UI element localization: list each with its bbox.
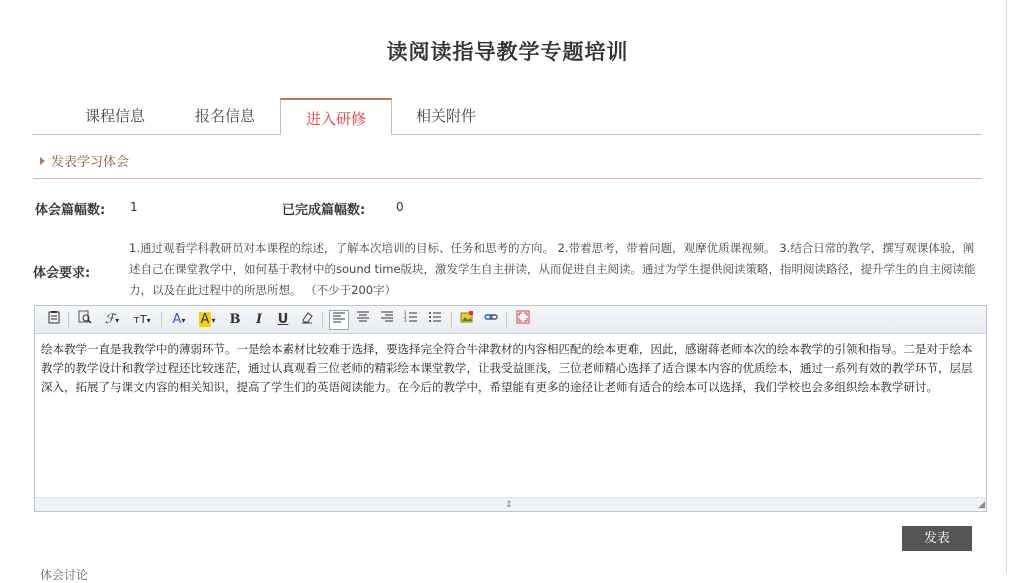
resize-grip-icon[interactable]: ⇕	[505, 500, 513, 510]
link-icon[interactable]	[481, 310, 501, 330]
ordered-list-icon[interactable]	[401, 310, 421, 330]
toolbar-separator	[161, 312, 162, 328]
svg-text:2: 2	[404, 314, 407, 319]
align-left-icon[interactable]	[329, 310, 349, 330]
svg-text:3: 3	[404, 318, 407, 323]
completed-count-label: 已完成篇幅数:	[282, 203, 366, 218]
tab-registration-info[interactable]: 报名信息	[194, 107, 255, 125]
toolbar-separator	[68, 312, 69, 328]
requirement-label: 体会要求:	[33, 266, 91, 281]
toolbar-separator	[451, 312, 452, 328]
font-size-icon[interactable]: тT▾	[133, 313, 151, 326]
editor-content[interactable]: 绘本教学一直是我教学中的薄弱环节。一是绘本素材比较难于选择，要选择完全符合牛津教材的内容相匹配的绘本更难，因此，感谢蒋老师本次的绘本教学的引领和指导。二是对于绘本教学的教学设计和教学过程还比较迷茫，通过认真观看三位老师的精彩绘本课堂教学，让我受益匪浅，三位老师精心选择了适合课本内容的优质绘本，通过一系列有效的教学环节，层层深入，拓展了与课文内容的相关知识，提高了学生们的英语阅读能力。在今后的教学中，希望能有更多的途径让老师有适合的绘本可以选择，我们学校也会多组织绘本教学研讨。	[41, 342, 973, 394]
tab-course-info[interactable]: 课程信息	[85, 107, 146, 125]
tab-enter-study[interactable]: 进入研修	[280, 98, 392, 135]
tab-attachments[interactable]: 相关附件	[415, 107, 476, 125]
rich-text-editor[interactable]	[34, 305, 987, 512]
section-header	[33, 148, 982, 179]
triangle-right-icon	[40, 157, 45, 165]
section-title[interactable]: 发表学习体会	[51, 155, 130, 170]
eraser-icon[interactable]	[297, 310, 317, 330]
source-icon[interactable]	[44, 310, 64, 330]
experience-count-label: 体会篇幅数:	[35, 203, 106, 218]
insert-image-icon[interactable]	[457, 310, 477, 330]
page-right-border	[1006, 0, 1007, 573]
underline-icon[interactable]: U	[277, 312, 289, 327]
editor-resize-bar[interactable]	[35, 497, 986, 511]
editor-toolbar	[35, 306, 986, 334]
fullscreen-icon[interactable]	[513, 310, 533, 330]
preview-icon[interactable]	[75, 310, 95, 330]
svg-text:1: 1	[404, 310, 407, 315]
tab-bar	[33, 98, 982, 135]
align-center-icon[interactable]	[353, 310, 373, 330]
resize-corner-icon[interactable]: ◢	[978, 500, 985, 510]
highlight-color-icon[interactable]: A ▾	[200, 312, 216, 327]
submit-button[interactable]: 发表	[902, 526, 972, 551]
toolbar-separator	[322, 312, 323, 328]
requirement-text: 1.通过观看学科教研员对本课程的综述，了解本次培训的目标、任务和思考的方向。 2.带着思考，带着问题，观摩优质课视频。 3.结合日常的教学，撰写观课体验，阐述自己在课堂教学中，如何基于教材中的sound time版块，激发学生自主拼读，从而促进自主阅读。通过为学生提供阅读策略，指明阅读路径，提升学生的自主阅读能力，以及在此过程中的所思所想。 （不少于200字）	[129, 241, 976, 297]
experience-count-value: 1	[130, 200, 138, 214]
next-section-title: 体会讨论	[40, 568, 89, 582]
font-family-icon[interactable]: ℱ▾	[104, 312, 120, 327]
unordered-list-icon[interactable]	[425, 310, 445, 330]
toolbar-separator	[506, 312, 507, 328]
italic-icon[interactable]: I	[255, 312, 263, 327]
page-title: 读阅读指导教学专题培训	[386, 40, 629, 64]
align-right-icon[interactable]	[377, 310, 397, 330]
font-color-icon[interactable]: A▾	[172, 312, 186, 327]
completed-count-value: 0	[396, 200, 404, 214]
bold-icon[interactable]: B	[229, 312, 241, 327]
